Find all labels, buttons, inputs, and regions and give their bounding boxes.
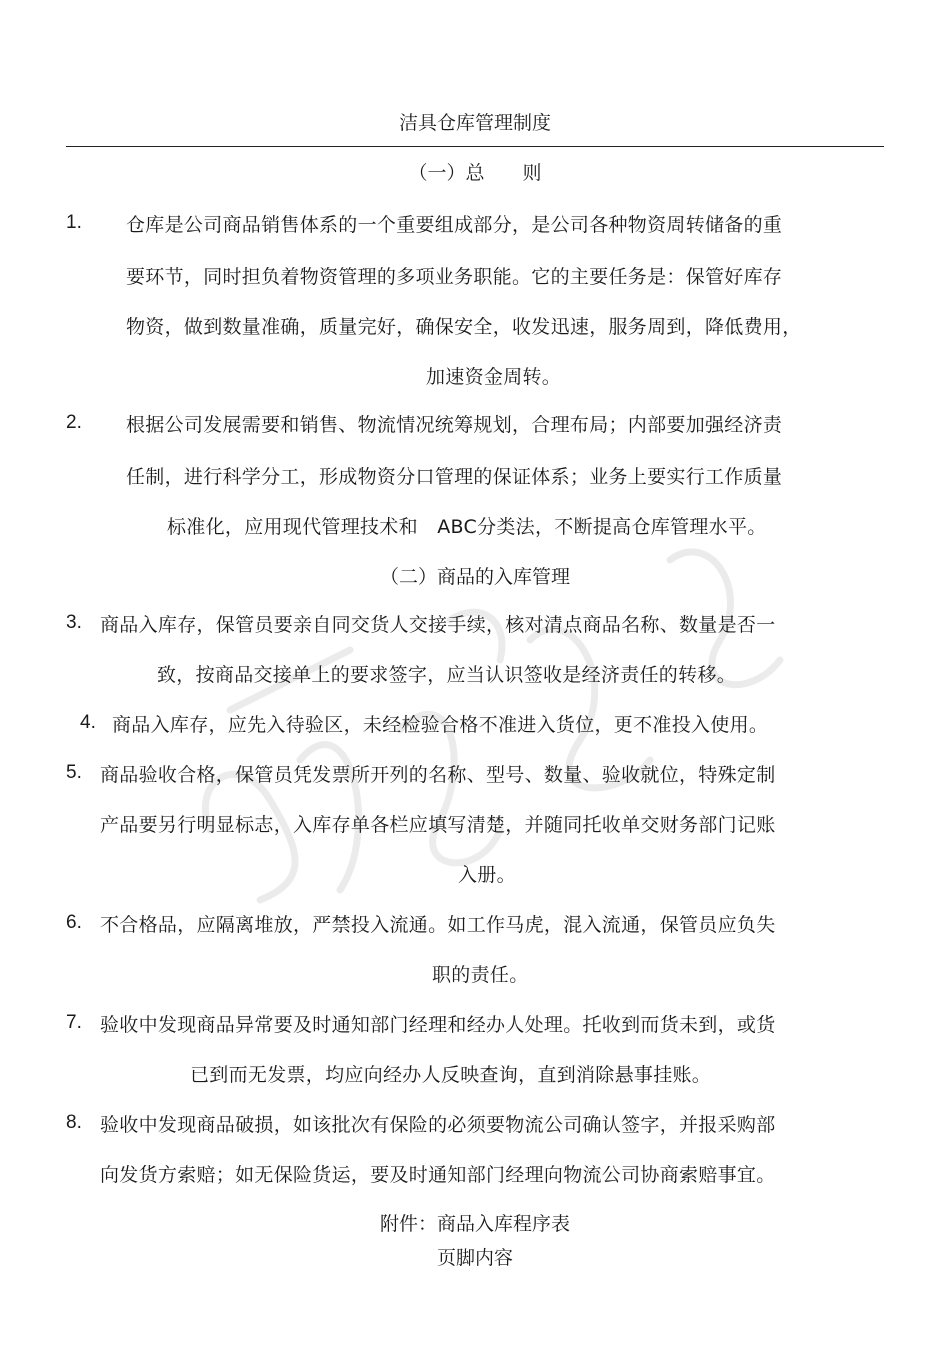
item-line: 要环节，同时担负着物资管理的多项业务职能。它的主要任务是：保管好库存	[126, 266, 783, 288]
attachment-note: 附件：商品入库程序表	[379, 1213, 570, 1235]
item-number: 5.	[66, 762, 82, 783]
section-heading-inbound: （二）商品的入库管理	[379, 566, 570, 588]
item-line: 向发货方索赔；如无保险货运，要及时通知部门经理向物流公司协商索赔事宜。	[100, 1164, 776, 1186]
item-number: 8.	[66, 1112, 82, 1133]
item-line: 商品入库存，保管员要亲自同交货人交接手续，核对清点商品名称、数量是否一	[100, 614, 776, 636]
item-line: 验收中发现商品异常要及时通知部门经理和经办人处理。托收到而货未到，或货	[100, 1014, 776, 1036]
item-line: 商品入库存，应先入待验区，未经检验合格不准进入货位，更不准投入使用。	[112, 714, 769, 736]
item-number: 7.	[66, 1012, 82, 1033]
item-line: 商品验收合格，保管员凭发票所开列的名称、型号、数量、验收就位，特殊定制	[100, 764, 776, 786]
section-heading-general: （一）总 则	[408, 162, 542, 184]
item-number: 2.	[66, 412, 82, 433]
item-line: 标准化，应用现代管理技术和 ABC分类法，不断提高仓库管理水平。	[167, 516, 767, 538]
item-line: 职的责任。	[432, 964, 529, 986]
item-line: 产品要另行明显标志，入库存单各栏应填写清楚，并随同托收单交财务部门记账	[100, 814, 776, 836]
item-line: 已到而无发票，均应向经办人反映查询，直到消除悬事挂账。	[190, 1064, 712, 1086]
document-title: 洁具仓库管理制度	[398, 112, 551, 134]
item-line: 加速资金周转。	[426, 366, 562, 388]
item-number: 4.	[80, 712, 96, 733]
item-line: 致，按商品交接单上的要求签字，应当认识签收是经济责任的转移。	[157, 664, 737, 686]
item-line: 根据公司发展需要和销售、物流情况统筹规划，合理布局；内部要加强经济责	[126, 414, 783, 436]
page-footer: 页脚内容	[436, 1247, 513, 1269]
item-line: 验收中发现商品破损，如该批次有保险的必须要物流公司确认签字，并报采购部	[100, 1114, 776, 1136]
item-number: 3.	[66, 612, 82, 633]
item-line: 仓库是公司商品销售体系的一个重要组成部分，是公司各种物资周转储备的重	[126, 214, 783, 236]
title-rule	[66, 146, 884, 147]
item-number: 1.	[66, 212, 82, 233]
item-line: 物资，做到数量准确，质量完好，确保安全，收发迅速，服务周到，降低费用，	[126, 316, 802, 338]
item-line: 任制，进行科学分工，形成物资分口管理的保证体系；业务上要实行工作质量	[126, 466, 783, 488]
item-line: 入册。	[458, 864, 516, 886]
item-number: 6.	[66, 912, 82, 933]
item-line: 不合格品，应隔离堆放，严禁投入流通。如工作马虎，混入流通，保管员应负失	[100, 914, 776, 936]
